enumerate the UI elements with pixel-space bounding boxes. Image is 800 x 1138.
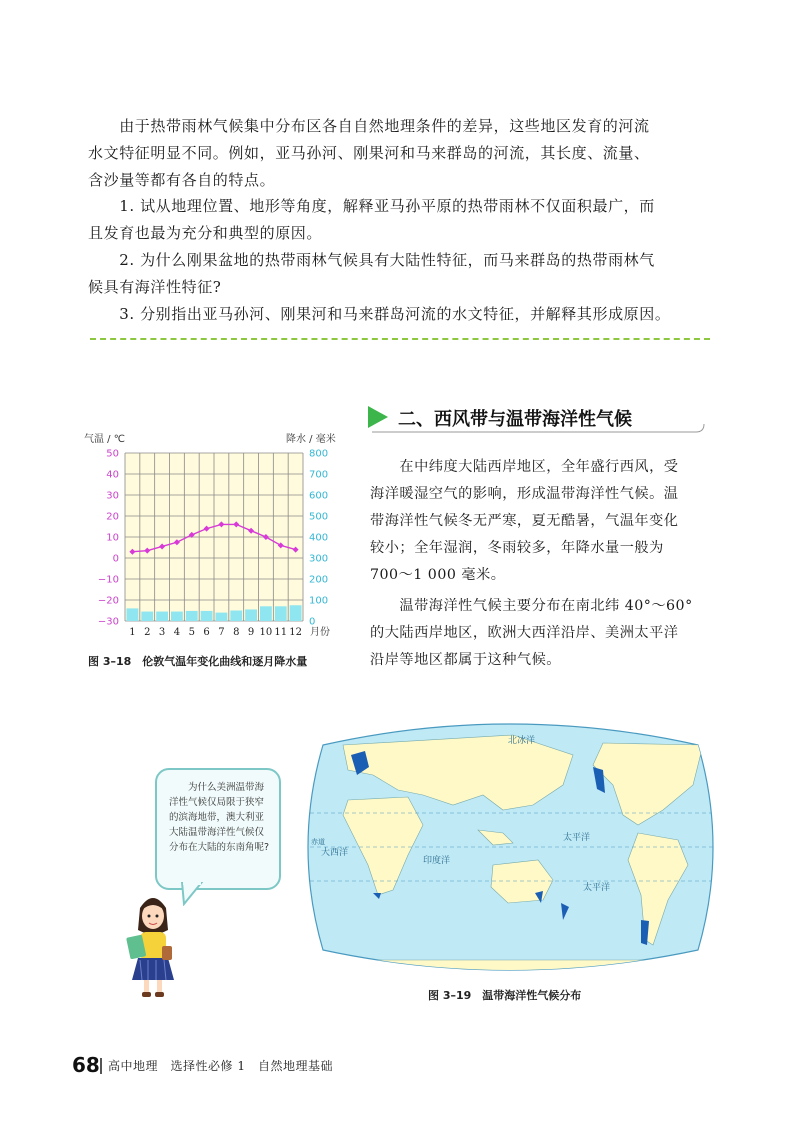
map-label: 赤道 — [311, 838, 325, 846]
body-line: 温带海洋性气候主要分布在南北纬 40°～60° — [370, 598, 693, 614]
intro-line: 水文特征明显不同。例如，亚马孙河、刚果河和马来群岛的河流，其长度、流量、 — [88, 144, 650, 162]
precip-bar — [216, 613, 228, 621]
x-tick: 5 — [188, 627, 195, 638]
intro-paragraph — [88, 113, 713, 194]
precip-bar — [230, 611, 242, 622]
body-line: 较小；全年湿润，冬雨较多，年降水量一般为 — [370, 540, 664, 556]
question-1-line: 且发育也最为充分和典型的原因。 — [88, 224, 323, 242]
question-2-line: 2. 为什么刚果盆地的热带雨林气候具有大陆性特征，而马来群岛的热带雨林气 — [88, 251, 655, 269]
section-body — [370, 454, 715, 674]
y-left-label: 气温 / ℃ — [84, 434, 125, 445]
climate-chart — [80, 425, 350, 645]
body-line: 在中纬度大陆西岸地区，全年盛行西风，受 — [370, 459, 679, 475]
x-tick: 9 — [247, 627, 255, 638]
map-label: 太平洋 — [583, 883, 611, 893]
body-line: 带海洋性气候冬无严寒，夏无酷暑，气温年变化 — [370, 513, 679, 529]
precip-bar — [245, 609, 257, 621]
y-right-tick: 800 — [309, 448, 329, 460]
precip-bar — [186, 611, 198, 621]
book-title: 高中地理 选择性必修 1 自然地理基础 — [108, 1059, 333, 1073]
y-left-tick: 40 — [106, 469, 119, 481]
footer-divider — [100, 1058, 102, 1074]
y-left-tick: 50 — [106, 448, 119, 460]
x-tick: 8 — [233, 627, 240, 638]
precip-bar — [290, 605, 302, 621]
y-left-tick: −20 — [97, 595, 119, 607]
question-list — [88, 193, 713, 328]
y-left-tick: −10 — [97, 574, 119, 586]
body-line: 的大陆西岸地区，欧洲大西洋沿岸、美洲太平洋 — [370, 625, 679, 641]
map-label: 印度洋 — [423, 856, 451, 866]
x-tick: 2 — [144, 627, 151, 638]
chart-caption: 图 3–18 伦敦气温年变化曲线和逐月降水量 — [88, 655, 308, 668]
x-tick: 6 — [203, 627, 210, 638]
x-tick: 7 — [218, 627, 225, 638]
question-3-line: 3. 分别指出亚马孙河、刚果河和马来群岛河流的水文特征，并解释其形成原因。 — [88, 305, 671, 323]
y-left-tick: 10 — [106, 532, 119, 544]
section-title: 二、西风带与温带海洋性气候 — [398, 409, 632, 430]
y-right-tick: 300 — [309, 553, 329, 565]
page-number: 68 — [72, 1053, 100, 1077]
x-tick: 3 — [158, 627, 166, 638]
question-2-line: 候具有海洋性特征? — [88, 278, 222, 296]
precip-bar — [156, 612, 168, 621]
question-bubble — [155, 768, 281, 890]
y-left-tick: 20 — [106, 511, 119, 523]
student-illustration — [118, 888, 188, 1000]
y-right-tick: 500 — [309, 511, 329, 523]
play-arrow-icon — [368, 406, 388, 428]
y-right-label: 降水 / 毫米 — [286, 434, 336, 445]
body-line: 沿岸等地区都属于这种气候。 — [370, 652, 561, 668]
y-right-tick: 600 — [309, 490, 329, 502]
question-1-line: 1. 试从地理位置、地形等角度，解释亚马孙平原的热带雨林不仅面积最广，而 — [88, 197, 655, 215]
map-label: 太平洋 — [563, 833, 591, 843]
precip-bar — [141, 612, 153, 621]
world-map — [303, 715, 718, 980]
y-right-tick: 400 — [309, 532, 329, 544]
y-left-tick: −30 — [97, 616, 119, 628]
section-divider — [90, 338, 710, 340]
x-axis-label: 月份 — [310, 627, 330, 638]
y-right-tick: 0 — [309, 616, 316, 628]
precip-bar — [171, 612, 183, 621]
precip-bar — [275, 606, 287, 621]
intro-line: 含沙量等都有各自的特点。 — [88, 171, 276, 189]
x-tick: 4 — [173, 627, 181, 638]
y-left-tick: 0 — [112, 553, 119, 565]
precip-bar — [260, 606, 272, 621]
section-heading — [366, 402, 706, 438]
body-line: 海洋暖湿空气的影响，形成温带海洋性气候。温 — [370, 486, 679, 502]
bubble-text: 为什么美洲温带海洋性气候仅局限于狭窄的滨海地带，澳大利亚大陆温带海洋性气候仅分布在大陆的东南角呢? — [169, 782, 270, 853]
y-right-tick: 100 — [309, 595, 329, 607]
y-left-tick: 30 — [106, 490, 119, 502]
x-tick: 11 — [274, 627, 288, 638]
precip-bar — [201, 611, 213, 621]
x-tick: 10 — [259, 627, 273, 638]
y-right-tick: 700 — [309, 469, 329, 481]
map-label: 大西洋 — [321, 848, 349, 858]
x-tick: 1 — [129, 627, 136, 638]
y-right-tick: 200 — [309, 574, 329, 586]
map-label: 北冰洋 — [508, 736, 536, 746]
intro-line: 由于热带雨林气候集中分布区各自自然地理条件的差异，这些地区发育的河流 — [88, 117, 650, 135]
map-caption: 图 3–19 温带海洋性气候分布 — [428, 989, 582, 1002]
precip-bar — [127, 608, 139, 621]
x-tick: 12 — [289, 627, 302, 638]
body-line: 700～1 000 毫米。 — [370, 567, 506, 583]
